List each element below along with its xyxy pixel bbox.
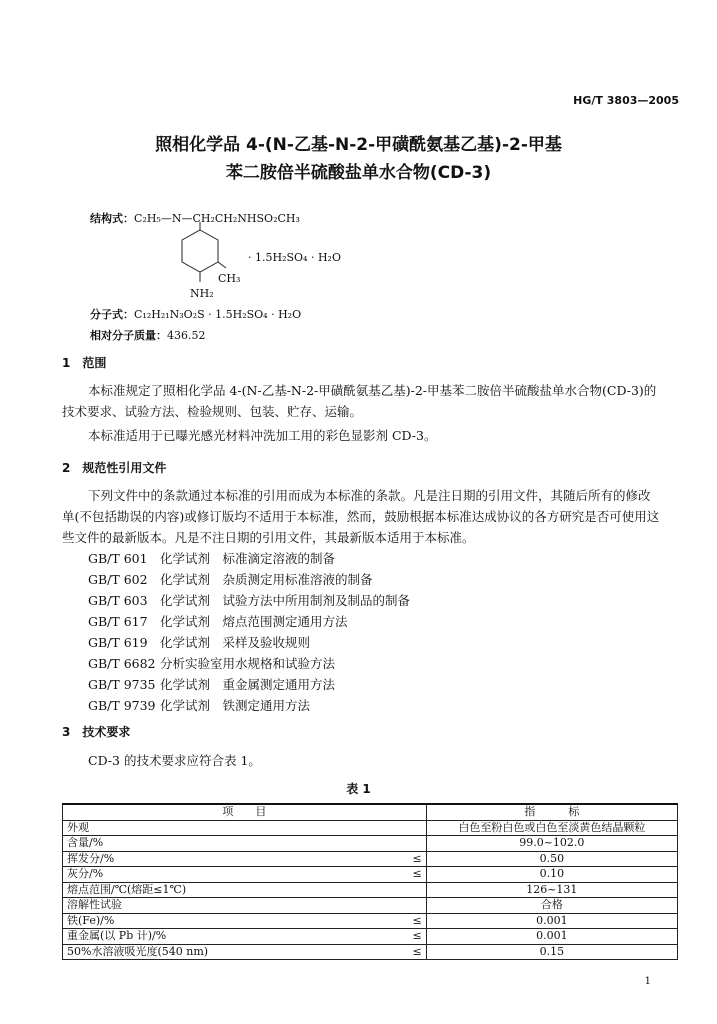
section-1-para-1: 本标准规定了照相化学品 4-(N-乙基-N-2-甲磺酰氨基乙基)-2-甲基苯二胺倍半硫酸盐单水合物(CD-3)的技术要求、试验方法、检验规则、包装、贮存、运输。 [62, 383, 657, 419]
reference-item: GB/T 601 化学试剂 标准滴定溶液的制备 [88, 551, 336, 566]
row-item: 重金属(以 Pb 计)/% [63, 929, 402, 945]
standard-number: HG/T 3803—2005 [573, 94, 679, 107]
reference-item: GB/T 603 化学试剂 试验方法中所用制剂及制品的制备 [88, 593, 411, 608]
molecular-mass: 相对分子质量：436.52 [90, 329, 206, 342]
table-header-row [63, 804, 678, 820]
ch3-group: CH₃ [218, 272, 241, 285]
reference-item: GB/T 619 化学试剂 采样及验收规则 [88, 635, 311, 650]
section-1-para-2: 本标准适用于已曝光感光材料冲洗加工用的彩色显影剂 CD-3。 [88, 428, 437, 443]
reference-item: GB/T 602 化学试剂 杂质测定用标准溶液的制备 [88, 572, 373, 587]
row-value: 0.001 [426, 929, 677, 945]
row-le [402, 820, 427, 836]
row-le: ≤ [402, 913, 427, 929]
row-value: 0.15 [426, 944, 677, 960]
row-le: ≤ [402, 867, 427, 883]
title-line-1: 照相化学品 4-(N-乙基-N-2-甲磺酰氨基乙基)-2-甲基 [155, 135, 562, 155]
row-le: ≤ [402, 929, 427, 945]
section-3-para-1: CD-3 的技术要求应符合表 1。 [88, 753, 261, 768]
table-row [63, 820, 678, 836]
row-value: 99.0~102.0 [426, 836, 677, 852]
nh2-group: NH₂ [190, 287, 214, 300]
row-value: 0.50 [426, 851, 677, 867]
section-3-heading: 3 技术要求 [62, 725, 131, 739]
salt-part: · 1.5H₂SO₄ · H₂O [248, 251, 341, 264]
row-le: ≤ [402, 851, 427, 867]
reference-item: GB/T 9735 化学试剂 重金属测定通用方法 [88, 677, 336, 692]
table-caption: 表 1 [346, 782, 371, 796]
row-item: 熔点范围/℃(熔距≤1℃) [63, 882, 402, 898]
row-value: 0.10 [426, 867, 677, 883]
row-le [402, 898, 427, 914]
table-row [63, 929, 678, 945]
row-le [402, 836, 427, 852]
reference-item: GB/T 617 化学试剂 熔点范围测定通用方法 [88, 614, 348, 629]
row-item: 外观 [63, 820, 402, 836]
table-row [63, 913, 678, 929]
header-item: 项 目 [63, 804, 427, 820]
header-value: 指 标 [426, 804, 677, 820]
title-line-2: 苯二胺倍半硫酸盐单水合物(CD-3) [225, 163, 492, 183]
row-item: 挥发分/% [63, 851, 402, 867]
section-2-heading: 2 规范性引用文件 [62, 461, 167, 475]
reference-item: GB/T 9739 化学试剂 铁测定通用方法 [88, 698, 311, 713]
row-item: 铁(Fe)/% [63, 913, 402, 929]
row-value: 白色至粉白色或白色至淡黄色结晶颗粒 [426, 820, 677, 836]
row-item: 50%水溶液吸光度(540 nm) [63, 944, 402, 960]
row-value: 合格 [426, 898, 677, 914]
row-le [402, 882, 427, 898]
row-value: 126~131 [426, 882, 677, 898]
spec-table [62, 803, 678, 960]
section-1-heading: 1 范围 [62, 356, 107, 370]
row-item: 溶解性试验 [63, 898, 402, 914]
row-item: 灰分/% [63, 867, 402, 883]
row-item: 含量/% [63, 836, 402, 852]
molecular-formula: 分子式：C₁₂H₂₁N₃O₂S · 1.5H₂SO₄ · H₂O [90, 308, 302, 321]
row-le: ≤ [402, 944, 427, 960]
table-row [63, 898, 678, 914]
table-row [63, 836, 678, 852]
row-value: 0.001 [426, 913, 677, 929]
section-2-para-1: 下列文件中的条款通过本标准的引用而成为本标准的条款。凡是注日期的引用文件，其随后所有的修改单(不包括勘误的内容)或修订版均不适用于本标准，然而，鼓励根据本标准达成协议的各方研究是否可使用这些文件的最新版本。凡是不注日期的引用文件，其最新版本适用于本标准。 [62, 488, 660, 545]
table-row [63, 867, 678, 883]
table-row [63, 944, 678, 960]
page-number: 1 [644, 976, 651, 987]
reference-item: GB/T 6682 分析实验室用水规格和试验方法 [88, 656, 336, 671]
table-row [63, 882, 678, 898]
table-row [63, 851, 678, 867]
structural-formula: 结构式：C₂H₅—N—CH₂CH₂NHSO₂CH₃ [90, 212, 300, 225]
